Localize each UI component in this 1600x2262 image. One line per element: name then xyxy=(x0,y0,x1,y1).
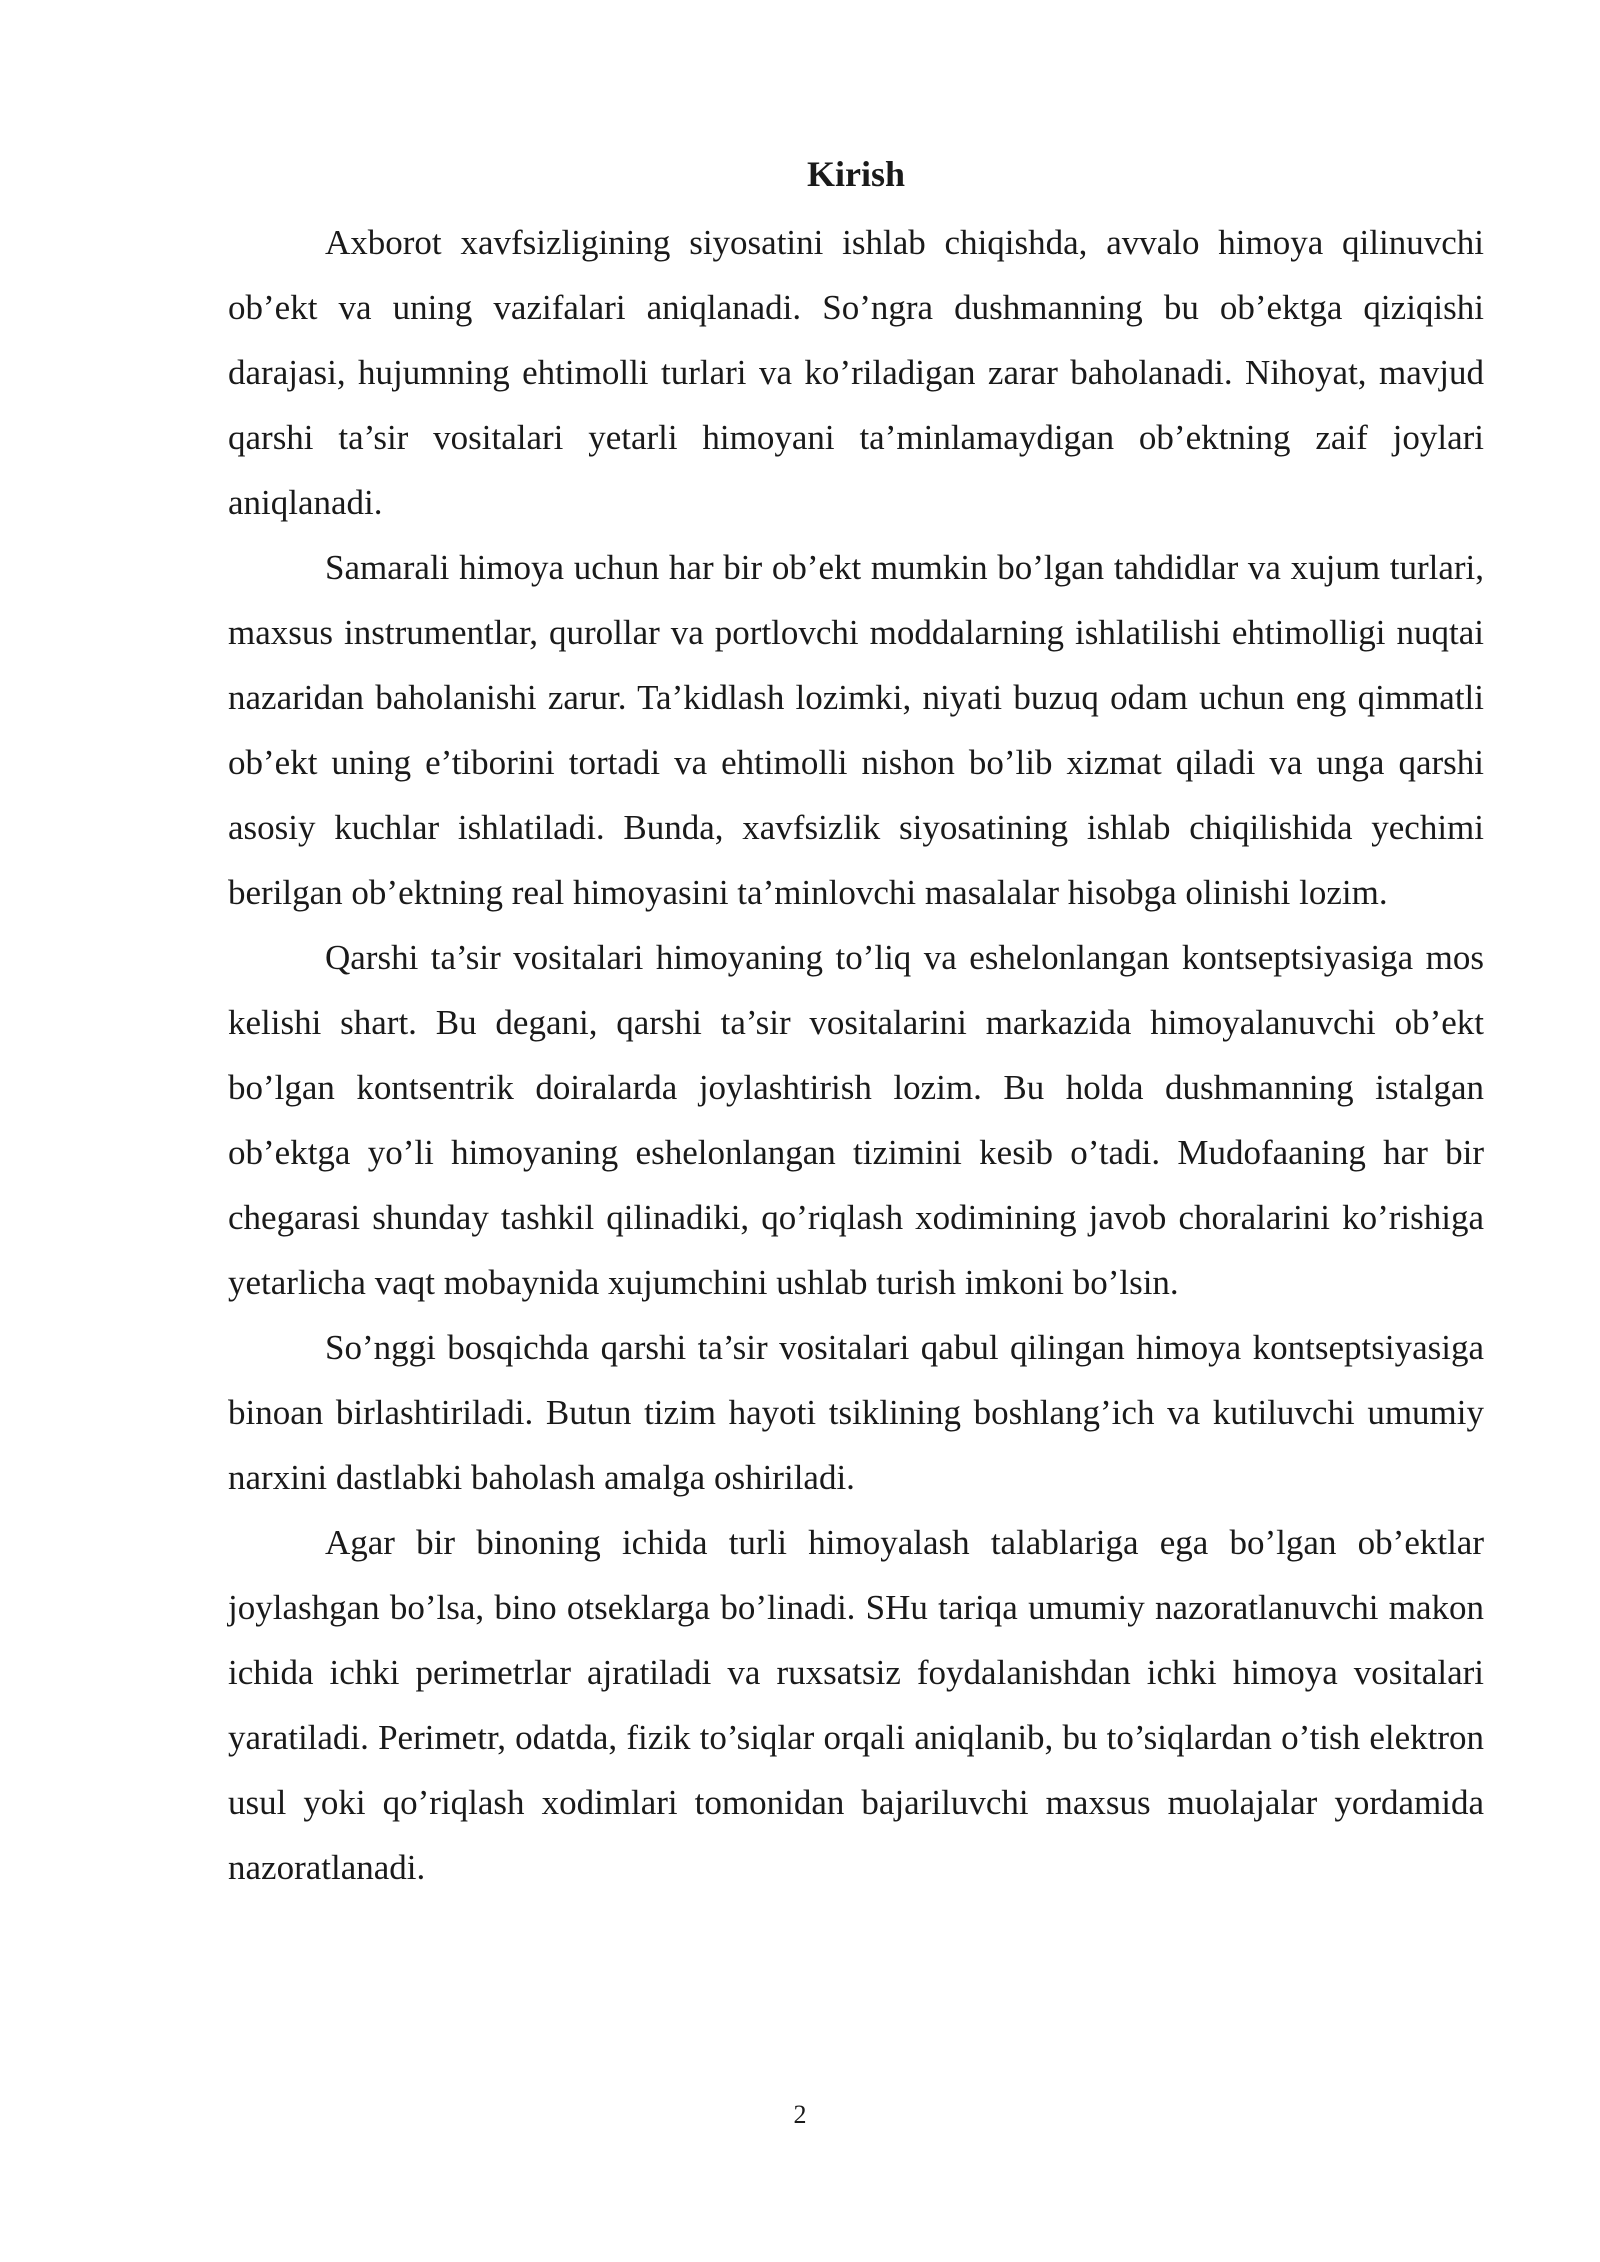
section-title: Kirish xyxy=(806,154,905,194)
paragraph: So’nggi bosqichda qarshi ta’sir vositalari qabul qilingan himoya kontseptsiyasiga binoan birlashtiriladi. Butun tizim hayoti tsiklining boshlang’ich va kutiluvchi umumiy narxini dastlabki baholash amalga oshiriladi. xyxy=(228,1328,1484,1497)
page-content xyxy=(228,148,1484,1900)
paragraph: Agar bir binoning ichida turli himoyalash talablariga ega bo’lgan ob’ektlar joylashgan bo’lsa, bino otseklarga bo’linadi. SHu tariqa umumiy nazoratlanuvchi makon ichida ichki perimetrlar ajratiladi va ruxsatsiz foydalanishdan ichki himoya vositalari yaratiladi. Perimetr, odatda, fizik to’siqlar orqali aniqlanib, bu to’siqlardan o’tish elektron usul yoki qo’riqlash xodimlari tomonidan bajariluvchi maxsus muolajalar yordamida nazoratlanadi. xyxy=(228,1523,1484,1887)
paragraph: Samarali himoya uchun har bir ob’ekt mumkin bo’lgan tahdidlar va xujum turlari, maxsus instrumentlar, qurollar va portlovchi moddalarning ishlatilishi ehtimolligi nuqtai nazaridan baholanishi zarur. Ta’kidlash lozimki, niyati buzuq odam uchun eng qimmatli ob’ekt uning e’tiborini tortadi va ehtimolli nishon bo’lib xizmat qiladi va unga qarshi asosiy kuchlar ishlatiladi. Bunda, xavfsizlik siyosatining ishlab chiqilishida yechimi berilgan ob’ektning real himoyasini ta’minlovchi masalalar hisobga olinishi lozim. xyxy=(228,548,1484,912)
paragraph: Axborot xavfsizligining siyosatini ishlab chiqishda, avvalo himoya qilinuvchi ob’ekt va uning vazifalari aniqlanadi. So’ngra dushmanning bu ob’ektga qiziqishi darajasi, hujumning ehtimolli turlari va ko’riladigan zarar baholanadi. Nihoyat, mavjud qarshi ta’sir vositalari yetarli himoyani ta’minlamaydigan ob’ektning zaif joylari aniqlanadi. xyxy=(228,223,1484,522)
paragraph: Qarshi ta’sir vositalari himoyaning to’liq va eshelonlangan kontseptsiyasiga mos kelishi shart. Bu degani, qarshi ta’sir vositalarini markazida himoyalanuvchi ob’ekt bo’lgan kontsentrik doiralarda joylashtirish lozim. Bu holda dushmanning istalgan ob’ektga yo’li himoyaning eshelonlangan tizimini kesib o’tadi. Mudofaaning har bir chegarasi shunday tashkil qilinadiki, qo’riqlash xodimining javob choralarini ko’rishiga yetarlicha vaqt mobaynida xujumchini ushlab turish imkoni bo’lsin. xyxy=(228,938,1484,1302)
page-number: 2 xyxy=(793,2100,807,2129)
